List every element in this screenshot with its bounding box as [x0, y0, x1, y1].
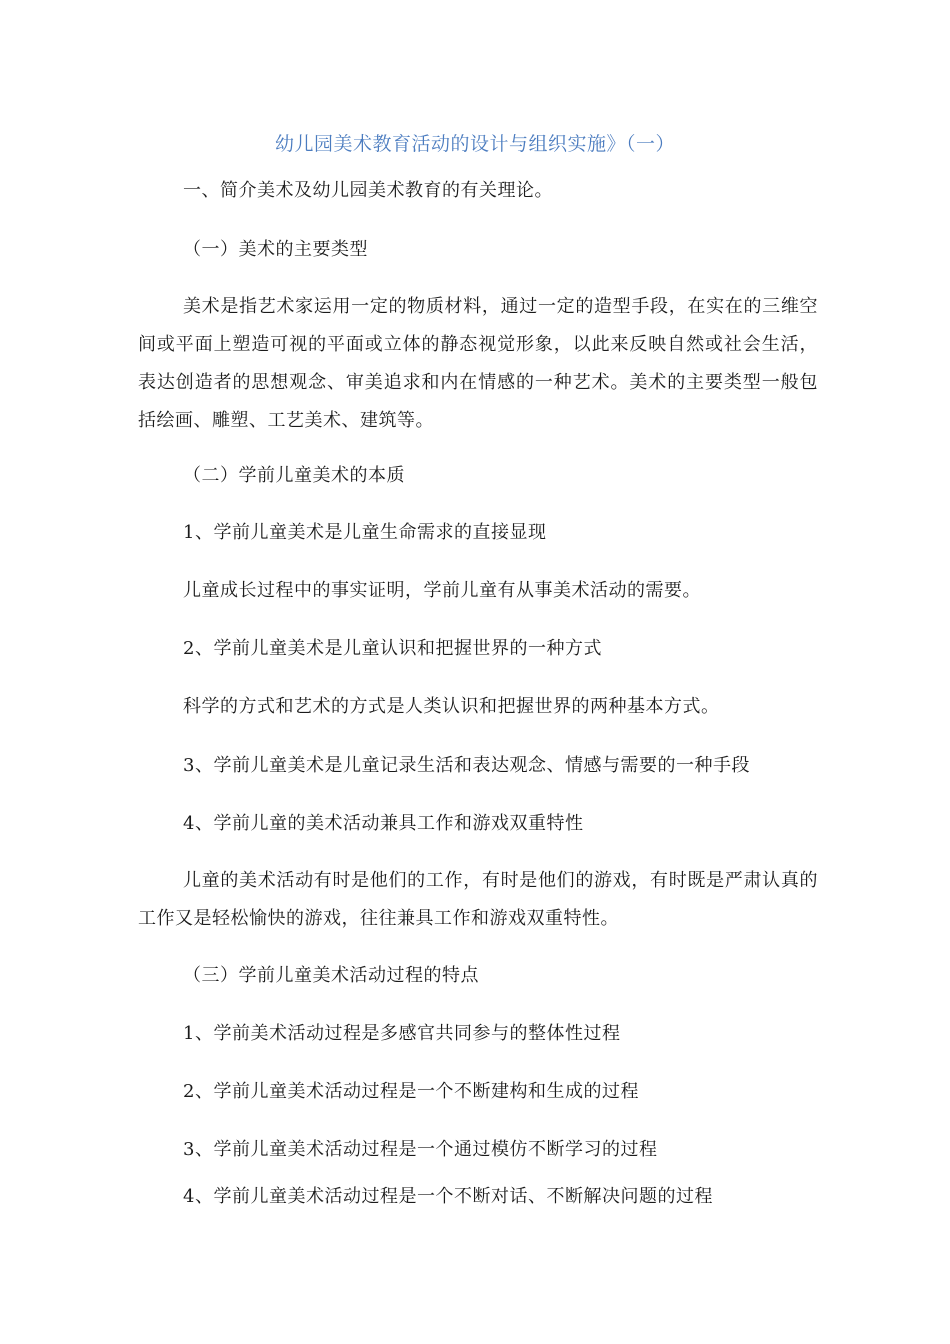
heading-1: 一、简介美术及幼儿园美术教育的有关理论。: [183, 180, 553, 201]
section-2-item-1: 1、学前儿童美术是儿童生命需求的直接显现: [183, 522, 547, 543]
document-title: 幼儿园美术教育活动的设计与组织实施》（一）: [274, 133, 675, 155]
section-2-item-4-text: 儿童的美术活动有时是他们的工作，有时是他们的游戏，有时既是严肃认真的工作又是轻松愉快的游戏，往往兼具工作和游戏双重特性。: [138, 870, 818, 929]
section-2-heading: （二）学前儿童美术的本质: [183, 465, 405, 486]
section-3-heading: （三）学前儿童美术活动过程的特点: [183, 965, 479, 986]
section-2-item-4: 4、学前儿童的美术活动兼具工作和游戏双重特性: [183, 813, 584, 834]
section-3-item-4: 4、学前儿童美术活动过程是一个不断对话、不断解决问题的过程: [183, 1186, 713, 1207]
section-1-heading: （一）美术的主要类型: [183, 239, 368, 260]
section-3-item-1: 1、学前美术活动过程是多感官共同参与的整体性过程: [183, 1023, 621, 1044]
section-2-item-2-text: 科学的方式和艺术的方式是人类认识和把握世界的两种基本方式。: [183, 696, 720, 717]
section-2-item-2: 2、学前儿童美术是儿童认识和把握世界的一种方式: [183, 638, 602, 659]
section-3-item-3: 3、学前儿童美术活动过程是一个通过模仿不断学习的过程: [183, 1139, 658, 1160]
section-3-item-2: 2、学前儿童美术活动过程是一个不断建构和生成的过程: [183, 1081, 639, 1102]
section-2-item-1-text: 儿童成长过程中的事实证明，学前儿童有从事美术活动的需要。: [183, 580, 701, 601]
section-2-item-3: 3、学前儿童美术是儿童记录生活和表达观念、情感与需要的一种手段: [183, 755, 750, 776]
section-1-paragraph: 美术是指艺术家运用一定的物质材料，通过一定的造型手段，在实在的三维空间或平面上塑造可视的平面或立体的静态视觉形象，以此来反映自然或社会生活，表达创造者的思想观念、审美追求和内在情感的一种艺术。美术的主要类型一般包括绘画、雕塑、工艺美术、建筑等。: [138, 296, 818, 431]
